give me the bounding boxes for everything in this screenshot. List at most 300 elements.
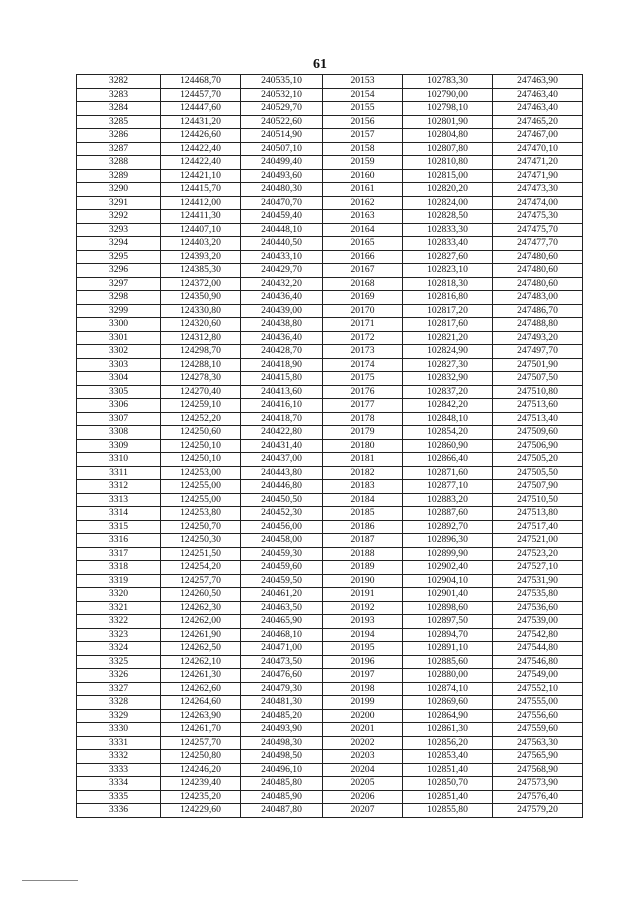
x-coordinate-cell: 102848,10 [403, 412, 493, 426]
x-coordinate-cell: 124393,20 [161, 250, 241, 264]
table-row [77, 156, 583, 170]
y-coordinate-cell: 240418,90 [241, 358, 323, 372]
y-coordinate-cell: 247463,90 [493, 75, 583, 89]
x-coordinate-cell: 124246,20 [161, 763, 241, 777]
x-coordinate-cell: 124415,70 [161, 183, 241, 197]
x-coordinate-cell: 102904,10 [403, 574, 493, 588]
point-number-cell: 3312 [77, 480, 161, 494]
point-number-cell: 20157 [323, 129, 403, 143]
table-row [77, 750, 583, 764]
point-number-cell: 3286 [77, 129, 161, 143]
y-coordinate-cell: 240413,60 [241, 385, 323, 399]
table-row [77, 655, 583, 669]
point-number-cell: 3320 [77, 588, 161, 602]
table-row [77, 804, 583, 818]
x-coordinate-cell: 124403,20 [161, 237, 241, 251]
table-row [77, 628, 583, 642]
point-number-cell: 20204 [323, 763, 403, 777]
point-number-cell: 20202 [323, 736, 403, 750]
y-coordinate-cell: 247471,20 [493, 156, 583, 170]
y-coordinate-cell: 240431,40 [241, 439, 323, 453]
table-row [77, 277, 583, 291]
x-coordinate-cell: 102860,90 [403, 439, 493, 453]
y-coordinate-cell: 247542,80 [493, 628, 583, 642]
y-coordinate-cell: 240418,70 [241, 412, 323, 426]
point-number-cell: 3296 [77, 264, 161, 278]
y-coordinate-cell: 240485,80 [241, 777, 323, 791]
x-coordinate-cell: 124250,70 [161, 520, 241, 534]
y-coordinate-cell: 240436,40 [241, 331, 323, 345]
coordinates-table [76, 74, 583, 818]
x-coordinate-cell: 124411,30 [161, 210, 241, 224]
y-coordinate-cell: 240438,80 [241, 318, 323, 332]
table-row [77, 466, 583, 480]
table-row [77, 777, 583, 791]
point-number-cell: 3285 [77, 115, 161, 129]
y-coordinate-cell: 247565,90 [493, 750, 583, 764]
x-coordinate-cell: 102801,90 [403, 115, 493, 129]
x-coordinate-cell: 124261,70 [161, 723, 241, 737]
point-number-cell: 20161 [323, 183, 403, 197]
x-coordinate-cell: 124422,40 [161, 156, 241, 170]
x-coordinate-cell: 102820,20 [403, 183, 493, 197]
y-coordinate-cell: 247559,60 [493, 723, 583, 737]
x-coordinate-cell: 102891,10 [403, 642, 493, 656]
x-coordinate-cell: 124235,20 [161, 790, 241, 804]
y-coordinate-cell: 240461,20 [241, 588, 323, 602]
y-coordinate-cell: 240443,80 [241, 466, 323, 480]
y-coordinate-cell: 247463,40 [493, 102, 583, 116]
point-number-cell: 20169 [323, 291, 403, 305]
footer-divider [22, 880, 78, 881]
table-row [77, 183, 583, 197]
y-coordinate-cell: 240493,60 [241, 169, 323, 183]
point-number-cell: 20199 [323, 696, 403, 710]
y-coordinate-cell: 247480,60 [493, 250, 583, 264]
x-coordinate-cell: 102837,20 [403, 385, 493, 399]
point-number-cell: 3292 [77, 210, 161, 224]
y-coordinate-cell: 240479,30 [241, 682, 323, 696]
point-number-cell: 3317 [77, 547, 161, 561]
x-coordinate-cell: 124262,10 [161, 655, 241, 669]
point-number-cell: 3304 [77, 372, 161, 386]
x-coordinate-cell: 124457,70 [161, 88, 241, 102]
page-number: 61 [313, 57, 327, 72]
x-coordinate-cell: 124254,20 [161, 561, 241, 575]
y-coordinate-cell: 247510,80 [493, 385, 583, 399]
x-coordinate-cell: 102866,40 [403, 453, 493, 467]
point-number-cell: 20160 [323, 169, 403, 183]
point-number-cell: 3300 [77, 318, 161, 332]
point-number-cell: 3309 [77, 439, 161, 453]
y-coordinate-cell: 240452,30 [241, 507, 323, 521]
y-coordinate-cell: 247549,00 [493, 669, 583, 683]
point-number-cell: 20180 [323, 439, 403, 453]
y-coordinate-cell: 247493,20 [493, 331, 583, 345]
x-coordinate-cell: 124468,70 [161, 75, 241, 89]
x-coordinate-cell: 124250,10 [161, 439, 241, 453]
point-number-cell: 20206 [323, 790, 403, 804]
y-coordinate-cell: 247488,80 [493, 318, 583, 332]
table-row [77, 345, 583, 359]
x-coordinate-cell: 102798,10 [403, 102, 493, 116]
y-coordinate-cell: 240485,90 [241, 790, 323, 804]
x-coordinate-cell: 102821,20 [403, 331, 493, 345]
point-number-cell: 3326 [77, 669, 161, 683]
y-coordinate-cell: 240422,80 [241, 426, 323, 440]
y-coordinate-cell: 247513,40 [493, 412, 583, 426]
table-row [77, 534, 583, 548]
point-number-cell: 3293 [77, 223, 161, 237]
y-coordinate-cell: 247475,30 [493, 210, 583, 224]
table-row [77, 561, 583, 575]
point-number-cell: 20155 [323, 102, 403, 116]
table-row [77, 493, 583, 507]
y-coordinate-cell: 247556,60 [493, 709, 583, 723]
table-row [77, 210, 583, 224]
point-number-cell: 3305 [77, 385, 161, 399]
point-number-cell: 20170 [323, 304, 403, 318]
point-number-cell: 20179 [323, 426, 403, 440]
point-number-cell: 20192 [323, 601, 403, 615]
y-coordinate-cell: 247579,20 [493, 804, 583, 818]
point-number-cell: 3322 [77, 615, 161, 629]
y-coordinate-cell: 240439,00 [241, 304, 323, 318]
point-number-cell: 20164 [323, 223, 403, 237]
point-number-cell: 3328 [77, 696, 161, 710]
point-number-cell: 3311 [77, 466, 161, 480]
y-coordinate-cell: 240465,90 [241, 615, 323, 629]
point-number-cell: 20185 [323, 507, 403, 521]
y-coordinate-cell: 240535,10 [241, 75, 323, 89]
y-coordinate-cell: 240463,50 [241, 601, 323, 615]
point-number-cell: 20162 [323, 196, 403, 210]
y-coordinate-cell: 247576,40 [493, 790, 583, 804]
x-coordinate-cell: 102901,40 [403, 588, 493, 602]
table-row [77, 547, 583, 561]
point-number-cell: 3291 [77, 196, 161, 210]
x-coordinate-cell: 124372,00 [161, 277, 241, 291]
y-coordinate-cell: 240428,70 [241, 345, 323, 359]
point-number-cell: 20173 [323, 345, 403, 359]
point-number-cell: 3295 [77, 250, 161, 264]
point-number-cell: 20194 [323, 628, 403, 642]
x-coordinate-cell: 102804,80 [403, 129, 493, 143]
y-coordinate-cell: 240522,60 [241, 115, 323, 129]
y-coordinate-cell: 247506,90 [493, 439, 583, 453]
y-coordinate-cell: 240468,10 [241, 628, 323, 642]
point-number-cell: 3303 [77, 358, 161, 372]
y-coordinate-cell: 247544,80 [493, 642, 583, 656]
y-coordinate-cell: 240487,80 [241, 804, 323, 818]
y-coordinate-cell: 240446,80 [241, 480, 323, 494]
table-row [77, 358, 583, 372]
x-coordinate-cell: 124330,80 [161, 304, 241, 318]
point-number-cell: 3318 [77, 561, 161, 575]
point-number-cell: 3308 [77, 426, 161, 440]
y-coordinate-cell: 240459,60 [241, 561, 323, 575]
table-row [77, 142, 583, 156]
point-number-cell: 20188 [323, 547, 403, 561]
x-coordinate-cell: 102827,30 [403, 358, 493, 372]
point-number-cell: 3284 [77, 102, 161, 116]
table-row [77, 696, 583, 710]
x-coordinate-cell: 124255,00 [161, 493, 241, 507]
x-coordinate-cell: 102874,10 [403, 682, 493, 696]
x-coordinate-cell: 102851,40 [403, 790, 493, 804]
x-coordinate-cell: 124250,80 [161, 750, 241, 764]
point-number-cell: 3335 [77, 790, 161, 804]
point-number-cell: 3289 [77, 169, 161, 183]
y-coordinate-cell: 240456,00 [241, 520, 323, 534]
x-coordinate-cell: 102853,40 [403, 750, 493, 764]
point-number-cell: 20168 [323, 277, 403, 291]
y-coordinate-cell: 247510,50 [493, 493, 583, 507]
y-coordinate-cell: 240448,10 [241, 223, 323, 237]
y-coordinate-cell: 247563,30 [493, 736, 583, 750]
point-number-cell: 20153 [323, 75, 403, 89]
y-coordinate-cell: 247552,10 [493, 682, 583, 696]
x-coordinate-cell: 124262,30 [161, 601, 241, 615]
x-coordinate-cell: 124253,80 [161, 507, 241, 521]
x-coordinate-cell: 102851,40 [403, 763, 493, 777]
point-number-cell: 20201 [323, 723, 403, 737]
x-coordinate-cell: 102877,10 [403, 480, 493, 494]
point-number-cell: 3329 [77, 709, 161, 723]
table-row [77, 601, 583, 615]
x-coordinate-cell: 102880,00 [403, 669, 493, 683]
x-coordinate-cell: 124259,10 [161, 399, 241, 413]
y-coordinate-cell: 240476,60 [241, 669, 323, 683]
x-coordinate-cell: 102869,60 [403, 696, 493, 710]
table-row [77, 736, 583, 750]
x-coordinate-cell: 102818,30 [403, 277, 493, 291]
point-number-cell: 3307 [77, 412, 161, 426]
point-number-cell: 20198 [323, 682, 403, 696]
table-row [77, 115, 583, 129]
point-number-cell: 20182 [323, 466, 403, 480]
table-row [77, 790, 583, 804]
point-number-cell: 3299 [77, 304, 161, 318]
table-row [77, 588, 583, 602]
x-coordinate-cell: 102817,20 [403, 304, 493, 318]
x-coordinate-cell: 102807,80 [403, 142, 493, 156]
table-row [77, 399, 583, 413]
x-coordinate-cell: 102827,60 [403, 250, 493, 264]
x-coordinate-cell: 124312,80 [161, 331, 241, 345]
point-number-cell: 3294 [77, 237, 161, 251]
y-coordinate-cell: 240507,10 [241, 142, 323, 156]
x-coordinate-cell: 102856,20 [403, 736, 493, 750]
y-coordinate-cell: 240458,00 [241, 534, 323, 548]
y-coordinate-cell: 240440,50 [241, 237, 323, 251]
x-coordinate-cell: 102833,40 [403, 237, 493, 251]
y-coordinate-cell: 247513,80 [493, 507, 583, 521]
point-number-cell: 20190 [323, 574, 403, 588]
table-row [77, 88, 583, 102]
y-coordinate-cell: 247527,10 [493, 561, 583, 575]
point-number-cell: 20177 [323, 399, 403, 413]
x-coordinate-cell: 102823,10 [403, 264, 493, 278]
y-coordinate-cell: 240459,30 [241, 547, 323, 561]
x-coordinate-cell: 102815,00 [403, 169, 493, 183]
y-coordinate-cell: 247523,20 [493, 547, 583, 561]
x-coordinate-cell: 124263,90 [161, 709, 241, 723]
x-coordinate-cell: 124447,60 [161, 102, 241, 116]
point-number-cell: 3336 [77, 804, 161, 818]
x-coordinate-cell: 102854,20 [403, 426, 493, 440]
point-number-cell: 3316 [77, 534, 161, 548]
y-coordinate-cell: 247507,50 [493, 372, 583, 386]
table-row [77, 412, 583, 426]
table-row [77, 102, 583, 116]
x-coordinate-cell: 102902,40 [403, 561, 493, 575]
y-coordinate-cell: 247535,80 [493, 588, 583, 602]
point-number-cell: 20203 [323, 750, 403, 764]
x-coordinate-cell: 124250,10 [161, 453, 241, 467]
point-number-cell: 3283 [77, 88, 161, 102]
table-row [77, 291, 583, 305]
y-coordinate-cell: 247513,60 [493, 399, 583, 413]
y-coordinate-cell: 240481,30 [241, 696, 323, 710]
table-row [77, 223, 583, 237]
y-coordinate-cell: 247536,60 [493, 601, 583, 615]
x-coordinate-cell: 102887,60 [403, 507, 493, 521]
x-coordinate-cell: 124260,50 [161, 588, 241, 602]
x-coordinate-cell: 102824,90 [403, 345, 493, 359]
point-number-cell: 20187 [323, 534, 403, 548]
x-coordinate-cell: 102832,90 [403, 372, 493, 386]
x-coordinate-cell: 102897,50 [403, 615, 493, 629]
y-coordinate-cell: 240432,20 [241, 277, 323, 291]
point-number-cell: 20167 [323, 264, 403, 278]
point-number-cell: 3297 [77, 277, 161, 291]
y-coordinate-cell: 247573,90 [493, 777, 583, 791]
y-coordinate-cell: 247517,40 [493, 520, 583, 534]
y-coordinate-cell: 247465,20 [493, 115, 583, 129]
point-number-cell: 3288 [77, 156, 161, 170]
table-row [77, 763, 583, 777]
y-coordinate-cell: 247486,70 [493, 304, 583, 318]
y-coordinate-cell: 240532,10 [241, 88, 323, 102]
y-coordinate-cell: 240470,70 [241, 196, 323, 210]
x-coordinate-cell: 124412,00 [161, 196, 241, 210]
table-row [77, 264, 583, 278]
table-row [77, 507, 583, 521]
x-coordinate-cell: 102790,00 [403, 88, 493, 102]
table-row [77, 453, 583, 467]
point-number-cell: 3314 [77, 507, 161, 521]
point-number-cell: 3282 [77, 75, 161, 89]
y-coordinate-cell: 240485,20 [241, 709, 323, 723]
x-coordinate-cell: 124422,40 [161, 142, 241, 156]
y-coordinate-cell: 240459,40 [241, 210, 323, 224]
y-coordinate-cell: 247505,50 [493, 466, 583, 480]
x-coordinate-cell: 124264,60 [161, 696, 241, 710]
y-coordinate-cell: 240450,50 [241, 493, 323, 507]
coordinates-table-body [77, 75, 583, 818]
y-coordinate-cell: 247480,60 [493, 264, 583, 278]
y-coordinate-cell: 240415,80 [241, 372, 323, 386]
y-coordinate-cell: 247539,00 [493, 615, 583, 629]
x-coordinate-cell: 124261,30 [161, 669, 241, 683]
table-row [77, 480, 583, 494]
y-coordinate-cell: 240436,40 [241, 291, 323, 305]
point-number-cell: 20178 [323, 412, 403, 426]
x-coordinate-cell: 102871,60 [403, 466, 493, 480]
table-row [77, 574, 583, 588]
y-coordinate-cell: 247463,40 [493, 88, 583, 102]
table-row [77, 426, 583, 440]
x-coordinate-cell: 124421,10 [161, 169, 241, 183]
y-coordinate-cell: 247477,70 [493, 237, 583, 251]
y-coordinate-cell: 247467,00 [493, 129, 583, 143]
x-coordinate-cell: 124250,60 [161, 426, 241, 440]
y-coordinate-cell: 247473,30 [493, 183, 583, 197]
x-coordinate-cell: 124257,70 [161, 736, 241, 750]
y-coordinate-cell: 240480,30 [241, 183, 323, 197]
y-coordinate-cell: 247470,10 [493, 142, 583, 156]
x-coordinate-cell: 102833,30 [403, 223, 493, 237]
x-coordinate-cell: 124298,70 [161, 345, 241, 359]
table-row [77, 250, 583, 264]
point-number-cell: 3298 [77, 291, 161, 305]
table-row [77, 372, 583, 386]
x-coordinate-cell: 102824,00 [403, 196, 493, 210]
x-coordinate-cell: 102810,80 [403, 156, 493, 170]
y-coordinate-cell: 247555,00 [493, 696, 583, 710]
y-coordinate-cell: 247507,90 [493, 480, 583, 494]
table-row [77, 615, 583, 629]
table-row [77, 318, 583, 332]
y-coordinate-cell: 240514,90 [241, 129, 323, 143]
point-number-cell: 3306 [77, 399, 161, 413]
x-coordinate-cell: 102894,70 [403, 628, 493, 642]
point-number-cell: 20172 [323, 331, 403, 345]
point-number-cell: 3287 [77, 142, 161, 156]
table-row [77, 169, 583, 183]
point-number-cell: 20184 [323, 493, 403, 507]
x-coordinate-cell: 124252,20 [161, 412, 241, 426]
y-coordinate-cell: 247505,20 [493, 453, 583, 467]
point-number-cell: 20205 [323, 777, 403, 791]
table-row [77, 385, 583, 399]
point-number-cell: 20197 [323, 669, 403, 683]
point-number-cell: 20200 [323, 709, 403, 723]
x-coordinate-cell: 102864,90 [403, 709, 493, 723]
point-number-cell: 20183 [323, 480, 403, 494]
point-number-cell: 3325 [77, 655, 161, 669]
point-number-cell: 3302 [77, 345, 161, 359]
x-coordinate-cell: 102855,80 [403, 804, 493, 818]
y-coordinate-cell: 247483,00 [493, 291, 583, 305]
x-coordinate-cell: 102898,60 [403, 601, 493, 615]
point-number-cell: 20163 [323, 210, 403, 224]
x-coordinate-cell: 124320,60 [161, 318, 241, 332]
y-coordinate-cell: 247475,70 [493, 223, 583, 237]
x-coordinate-cell: 124262,00 [161, 615, 241, 629]
x-coordinate-cell: 124385,30 [161, 264, 241, 278]
y-coordinate-cell: 247531,90 [493, 574, 583, 588]
point-number-cell: 3327 [77, 682, 161, 696]
point-number-cell: 20193 [323, 615, 403, 629]
point-number-cell: 3290 [77, 183, 161, 197]
point-number-cell: 3321 [77, 601, 161, 615]
table-row [77, 331, 583, 345]
y-coordinate-cell: 247546,80 [493, 655, 583, 669]
y-coordinate-cell: 247521,00 [493, 534, 583, 548]
y-coordinate-cell: 240499,40 [241, 156, 323, 170]
